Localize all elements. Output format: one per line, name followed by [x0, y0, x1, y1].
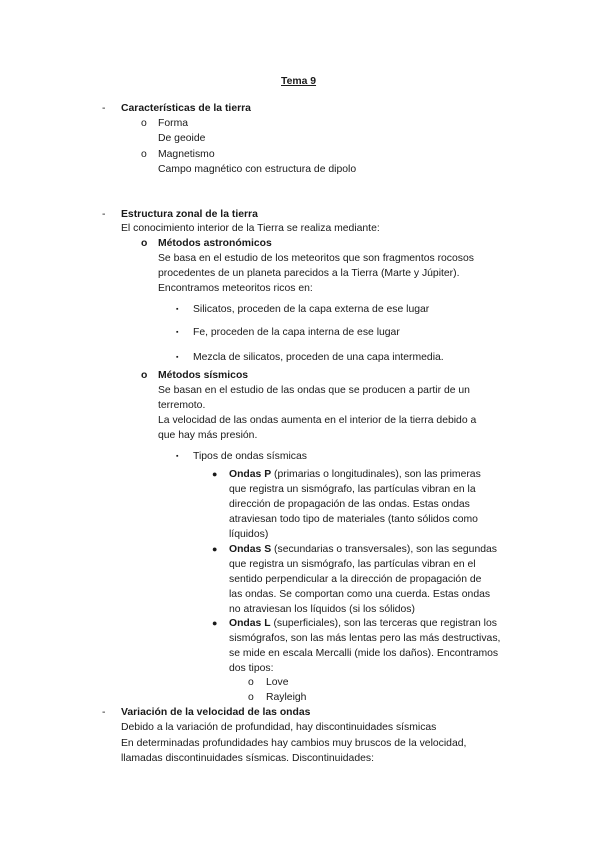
wave-s-line: las ondas. Se comportan como una cuerda. Estas ondas — [229, 589, 491, 600]
wave-s-line: sentido perpendicular a la dirección de propagación de — [229, 574, 482, 585]
section1-bullet: - — [102, 103, 106, 114]
page-title: Tema 9 — [281, 76, 317, 87]
section1-item-marker: o — [141, 149, 147, 160]
dot-bullet-icon: ● — [212, 469, 218, 479]
square-bullet-icon: ▪ — [176, 329, 179, 336]
wave-l-name: Ondas L — [229, 618, 271, 629]
wave-l-subtype: Love — [266, 677, 289, 688]
wave-p-first-line — [229, 467, 481, 482]
wave-l-subtype: Rayleigh — [266, 692, 307, 703]
astro-subitem: Fe, proceden de la capa interna de ese lugar — [193, 327, 400, 338]
square-bullet-icon: ▪ — [176, 354, 179, 361]
section1-item-detail: De geoide — [158, 133, 206, 144]
astro-heading: Métodos astronómicos — [158, 238, 272, 249]
astro-subitem: Silicatos, proceden de la capa externa de ese lugar — [193, 304, 430, 315]
section3-heading: Variación de la velocidad de las ondas — [121, 707, 311, 718]
wave-l-line: se mide en escala Mercalli (mide los daños). Encontramos — [229, 648, 499, 659]
astro-subitem: Mezcla de silicatos, proceden de una capa intermedia. — [193, 352, 444, 363]
wave-l-subtype-marker: o — [248, 692, 254, 703]
astro-marker: o — [141, 238, 148, 249]
section1-item-marker: o — [141, 118, 147, 129]
wave-p-line: dirección de propagación de las ondas. Estas ondas — [229, 499, 470, 510]
section1-item-label: Magnetismo — [158, 149, 215, 160]
wave-s-line: que registra un sismógrafo, las partículas vibran en el — [229, 559, 476, 570]
seismic-line: terremoto. — [158, 400, 206, 411]
seismic-heading: Métodos sísmicos — [158, 370, 249, 381]
section2-bullet: - — [102, 209, 106, 220]
dot-bullet-icon: ● — [212, 544, 218, 554]
wave-s-first-line — [229, 542, 497, 557]
wave-p-name: Ondas P — [229, 469, 272, 480]
wave-types-label: Tipos de ondas sísmicas — [193, 451, 307, 462]
astro-line: Encontramos meteoritos ricos en: — [158, 283, 313, 294]
section2-intro: El conocimiento interior de la Tierra se realiza mediante: — [121, 223, 380, 234]
section2-heading: Estructura zonal de la tierra — [121, 209, 258, 220]
seismic-line: La velocidad de las ondas aumenta en el interior de la tierra debido a — [158, 415, 477, 426]
wave-l-first-line — [229, 616, 497, 631]
seismic-line: que hay más presión. — [158, 430, 258, 441]
wave-s-text: (secundarias o transversales), son las segundas — [271, 544, 497, 555]
wave-l-text: (superficiales), son las terceras que registran los — [270, 618, 497, 629]
wave-p-line: que registra un sismógrafo, las partículas vibran en la — [229, 484, 476, 495]
wave-p-line: atraviesan todo tipo de materiales (tanto sólidos como — [229, 514, 478, 525]
section1-heading: Características de la tierra — [121, 103, 251, 114]
dot-bullet-icon: ● — [212, 618, 218, 628]
section3-line: Debido a la variación de profundidad, hay discontinuidades sísmicas — [121, 722, 437, 733]
wave-p-text: (primarias o longitudinales), son las primeras — [271, 469, 481, 480]
wave-l-subtype-marker: o — [248, 677, 254, 688]
section3-line: En determinadas profundidades hay cambios muy bruscos de la velocidad, — [121, 738, 467, 749]
wave-s-line: no atraviesan los líquidos (si los sólidos) — [229, 604, 415, 615]
square-bullet-icon: ▪ — [176, 306, 179, 313]
astro-line: Se basa en el estudio de los meteoritos que son fragmentos rocosos — [158, 253, 474, 264]
section3-bullet: - — [102, 707, 106, 718]
wave-l-line: dos tipos: — [229, 663, 274, 674]
square-bullet-icon: ▪ — [176, 453, 179, 460]
seismic-line: Se basan en el estudio de las ondas que se producen a partir de un — [158, 385, 470, 396]
section1-item-detail: Campo magnético con estructura de dipolo — [158, 164, 357, 175]
seismic-marker: o — [141, 370, 148, 381]
wave-p-line: líquidos) — [229, 529, 269, 540]
wave-s-name: Ondas S — [229, 544, 272, 555]
section1-item-label: Forma — [158, 118, 189, 129]
wave-l-line: sismógrafos, son las más lentas pero las más destructivas, — [229, 633, 501, 644]
section3-line: llamadas discontinuidades sísmicas. Discontinuidades: — [121, 753, 374, 764]
astro-line: procedentes de un planeta parecidos a la Tierra (Marte y Júpiter). — [158, 268, 460, 279]
